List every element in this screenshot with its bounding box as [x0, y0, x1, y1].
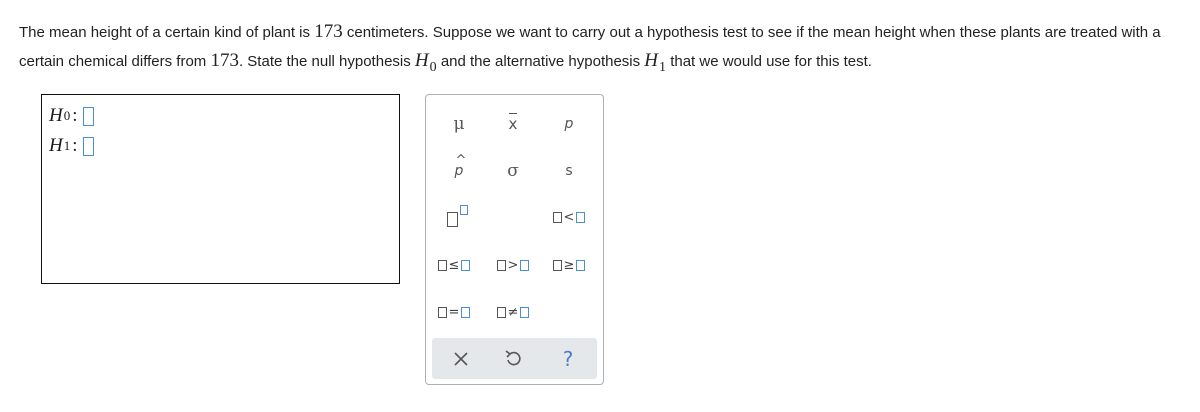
undo-button[interactable]: [498, 344, 528, 374]
phat-button[interactable]: [436, 154, 482, 188]
xbar-button[interactable]: [490, 107, 536, 141]
null-hypothesis-label-subscript: 0: [63, 108, 71, 123]
equal-icon: [438, 305, 471, 320]
question-part-1: The mean height of a certain kind of plant is: [19, 24, 315, 41]
greater-than-symbol: >: [507, 257, 519, 273]
not-equal-symbol: ≠: [507, 304, 519, 320]
question-part-4: and the alternative hypothesis: [436, 53, 645, 70]
less-than-button[interactable]: [546, 200, 592, 234]
clear-x-icon: [454, 352, 468, 366]
question-text: [19, 18, 1184, 82]
mean-value-2: 173: [210, 50, 239, 71]
null-hypothesis-symbol: H: [414, 50, 429, 71]
greater-equal-symbol: ≥: [563, 257, 575, 273]
exponent-button[interactable]: [436, 200, 482, 234]
alt-hypothesis-label: H: [49, 135, 63, 156]
alt-hypothesis-input[interactable]: [83, 137, 94, 156]
question-part-2: centimeters. Suppose we want to carry out a hypothesis test to see if the mean height when these plants are treated with a certain chemical differs from: [19, 24, 1161, 70]
null-hypothesis-colon: :: [72, 105, 78, 126]
mu-symbol: μ: [453, 114, 465, 134]
answer-box: [41, 94, 400, 284]
not-equal-icon: [497, 305, 530, 320]
less-equal-symbol: ≤: [448, 257, 460, 273]
null-hypothesis-label: H: [49, 105, 63, 126]
greater-equal-icon: [553, 258, 586, 273]
alt-hypothesis-label-subscript: 1: [63, 138, 71, 153]
phat-symbol: ^ p: [455, 163, 464, 179]
alt-hypothesis-subscript: 1: [659, 60, 667, 75]
null-hypothesis-input[interactable]: [83, 107, 94, 126]
sigma-symbol: σ: [507, 161, 519, 181]
question-part-3: . State the null hypothesis: [238, 53, 415, 70]
greater-than-icon: [497, 258, 530, 273]
less-equal-icon: [438, 258, 471, 273]
greater-than-button[interactable]: [490, 248, 536, 282]
mu-button[interactable]: [436, 107, 482, 141]
less-equal-button[interactable]: [431, 248, 477, 282]
action-bar: [432, 338, 597, 379]
equal-symbol: =: [448, 304, 460, 320]
clear-button[interactable]: [446, 344, 476, 374]
greater-equal-button[interactable]: [546, 248, 592, 282]
null-hypothesis-row: [49, 104, 94, 128]
alt-hypothesis-row: [49, 134, 94, 158]
question-part-5: that we would use for this test.: [666, 53, 872, 70]
help-button[interactable]: [553, 344, 583, 374]
p-symbol: p: [564, 116, 574, 132]
alt-hypothesis-symbol: H: [644, 50, 659, 71]
alt-hypothesis-colon: :: [72, 135, 78, 156]
mean-value-1: 173: [314, 21, 343, 42]
equal-button[interactable]: [431, 295, 477, 329]
help-question-icon: ?: [562, 346, 574, 371]
s-button[interactable]: [546, 154, 592, 188]
not-equal-button[interactable]: [490, 295, 536, 329]
xbar-symbol: x: [508, 115, 518, 133]
null-hypothesis-subscript: 0: [429, 60, 437, 75]
exponent-icon: [447, 207, 471, 227]
less-than-icon: [553, 210, 586, 225]
sigma-button[interactable]: [490, 154, 536, 188]
less-than-symbol: <: [563, 209, 575, 225]
symbol-palette: [425, 94, 604, 385]
undo-icon: [505, 350, 521, 368]
s-symbol: s: [565, 163, 573, 179]
p-button[interactable]: [546, 107, 592, 141]
